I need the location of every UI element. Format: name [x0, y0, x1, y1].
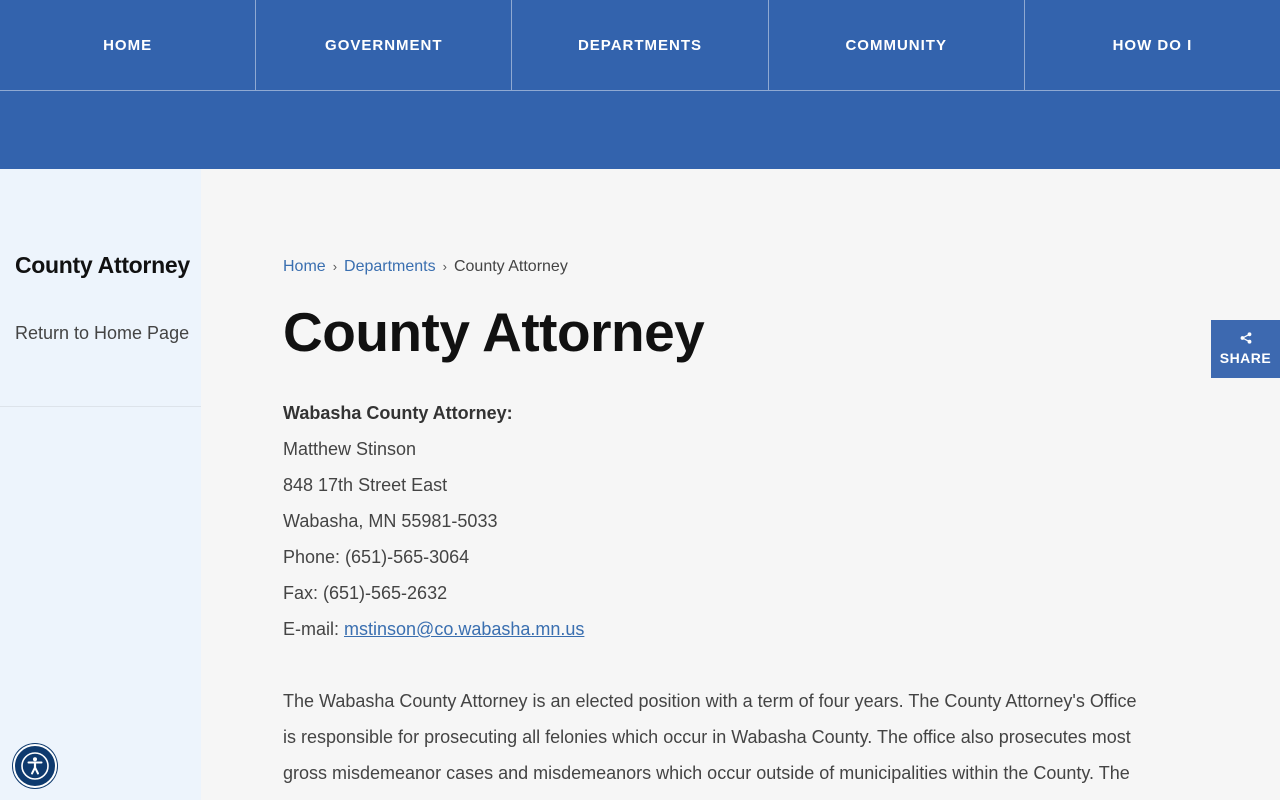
share-label: SHARE [1219, 350, 1272, 366]
contact-phone: Phone: (651)-565-3064 [283, 547, 470, 567]
site-header [0, 0, 1280, 169]
share-button[interactable] [1211, 320, 1280, 378]
nav-how-do-i[interactable]: HOW DO I [1112, 36, 1193, 54]
sidebar-title: County Attorney [15, 252, 190, 278]
page-title: County Attorney [283, 301, 705, 363]
sidebar-divider [0, 406, 201, 407]
nav-government[interactable]: GOVERNMENT [256, 0, 512, 90]
main-nav [0, 0, 1280, 91]
sidebar-return-home-link[interactable]: Return to Home Page [15, 323, 190, 343]
contact-label: Wabasha County Attorney: [283, 403, 513, 423]
breadcrumb [283, 258, 568, 276]
contact-name: Matthew Stinson [283, 439, 417, 459]
nav-departments[interactable]: DEPARTMENTS [512, 0, 768, 90]
contact-email-row [283, 611, 584, 647]
contact-block [283, 395, 584, 647]
nav-home[interactable]: HOME [0, 0, 256, 90]
contact-email-label: E-mail: [283, 619, 345, 639]
accessibility-icon [20, 751, 50, 781]
breadcrumb-departments[interactable]: Departments [344, 258, 436, 275]
contact-email-link[interactable]: mstinson@co.wabasha.mn.us [344, 619, 585, 639]
breadcrumb-home[interactable]: Home [283, 258, 326, 275]
chevron-right-icon: › [442, 259, 447, 274]
nav-community[interactable]: COMMUNITY [769, 0, 1025, 90]
breadcrumb-current: County Attorney [453, 258, 568, 275]
description-paragraph: The Wabasha County Attorney is an elected position with a term of four years. The County Attorney's Office is responsible for prosecuting all felonies which occur in Wabasha County. The office also prosecutes most gross misdemeanor cases and misdemeanors which occur outside of municipalities within the County. The [283, 691, 1137, 783]
contact-city: Wabasha, MN 55981-5033 [283, 511, 498, 531]
accessibility-button[interactable] [13, 744, 57, 788]
contact-street: 848 17th Street East [283, 475, 448, 495]
sidebar [0, 169, 201, 800]
contact-fax: Fax: (651)-565-2632 [283, 583, 448, 603]
share-icon [1240, 332, 1252, 344]
chevron-right-icon: › [332, 259, 338, 274]
